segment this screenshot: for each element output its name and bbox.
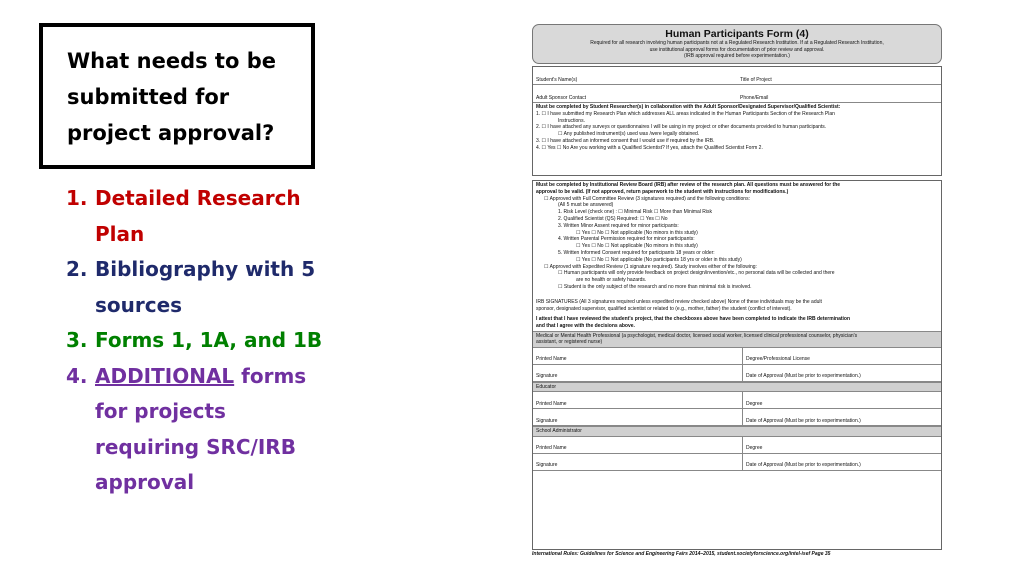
form-footer: International Rules: Guidelines for Science and Engineering Fairs 2014–2015, student.societyforscience.org/intel-isef Page 35 — [532, 551, 831, 557]
signatures-note-line: IRB SIGNATURES (All 3 signatures required unless expedited review checked above) None of these individuals may be the adult — [536, 298, 822, 305]
requirement-emphasis: ADDITIONAL — [95, 363, 235, 388]
requirement-number: 1. — [66, 186, 88, 210]
student-field-row — [533, 67, 941, 85]
student-name-field: Student's Name(s) — [536, 76, 578, 83]
irb-signatures-note — [533, 298, 941, 314]
phone-email-field: Phone/Email — [740, 94, 769, 101]
requirement-item — [66, 359, 326, 501]
irb-checklist-line: ☐ Yes ☐ No ☐ Not applicable (No participants 18 yrs or older in this study) — [576, 256, 742, 263]
signer-role-bar — [533, 331, 941, 348]
project-title-field: Title of Project — [740, 76, 772, 83]
degree-field: Degree — [746, 400, 763, 407]
student-checklist-line: ☐ Any published instrument(s) used was /were legally obtained. — [558, 131, 700, 138]
approval-date-field: Date of Approval (Must be prior to experimentation.) — [746, 462, 861, 469]
student-checklist-line: 3. ☐ I have attached an informed consent that I would use if required by the IRB. — [536, 137, 715, 144]
form-subtitle-line: Required for all research involving human participants not at a Regulated Research Institution. If at a Regulated Research Institution, — [590, 40, 884, 46]
question-heading: What needs to be submitted for project approval? — [67, 49, 276, 145]
irb-checklist-line: ☐ Approved with Expedited Review (1 signature required). Study involves either of the following: — [544, 263, 757, 270]
form-title: Human Participants Form (4) — [665, 28, 809, 40]
sponsor-field-row — [533, 85, 941, 103]
student-checklist — [533, 103, 941, 153]
requirements-list — [66, 181, 326, 501]
signer-field-row — [533, 437, 941, 454]
signature-field: Signature — [533, 454, 743, 470]
signer-field-row — [533, 454, 941, 471]
requirement-item — [66, 252, 326, 323]
human-participants-form-image — [528, 24, 946, 566]
form-subtitle-line: use institutional approval forms for documentation of prior review and approval. — [649, 46, 825, 53]
signer-role-label: Medical or Mental Health Professional (a psychologist, medical doctor, licensed social worker, licensed clinical professional counselor, physician's — [536, 332, 858, 339]
irb-checklist-line: 1. Risk Level (check one) : ☐ Minimal Risk ☐ More than Minimal Risk — [558, 209, 713, 216]
requirement-text: Forms 1, 1A, and 1B — [95, 328, 323, 352]
signer-role-label: School Administrator — [536, 428, 582, 435]
signer-role-bar — [533, 382, 941, 393]
irb-checklist-line: 2. Qualified Scientist (QS) Required: ☐ Yes ☐ No — [558, 215, 668, 222]
attest-statement — [533, 315, 941, 331]
irb-checklist-line: are no health or safety hazards. — [576, 277, 647, 284]
student-checklist-line: 4. ☐ Yes ☐ No Are you working with a Qualified Scientist? If yes, attach the Qualified Scientist Form 2. — [536, 144, 763, 151]
degree-field: Degree — [746, 445, 763, 452]
approval-date-field: Date of Approval (Must be prior to experimentation.) — [746, 373, 861, 380]
signer-blocks — [533, 331, 941, 471]
form-header — [532, 24, 942, 64]
irb-checklist — [533, 181, 941, 292]
student-checklist-line: 2. ☐ I have attached any surveys or questionnaires I will be using in my project or other documents provided to human participants. — [536, 124, 827, 131]
student-checklist-line: Instructions. — [558, 117, 585, 124]
form-subtitle-line: (IRB approval required before experimentation.) — [684, 53, 790, 59]
requirement-text: forms for projects requiring SRC/IRB approval — [95, 363, 307, 494]
irb-checklist-line: 5. Written Informed Consent required for participants 18 years or older: — [558, 249, 715, 256]
signature-field: Signature — [533, 365, 743, 381]
signature-field: Signature — [533, 409, 743, 425]
signatures-note-line: sponsor, designated supervisor, qualified scientist or related to (e.g., mother, father) the student (conflict of interest). — [536, 305, 792, 312]
requirement-number: 4. — [66, 363, 88, 388]
requirement-number: 3. — [66, 328, 88, 352]
signer-field-row — [533, 409, 941, 426]
irb-checklist-line: Must be completed by Institutional Review Board (IRB) after review of the research plan. All questions must be answered for the — [536, 182, 841, 188]
irb-checklist-line: (All 5 must be answered) — [558, 202, 614, 209]
requirement-text: Detailed Research Plan — [95, 186, 301, 246]
signer-field-row — [533, 365, 941, 382]
printed-name-field: Printed Name — [533, 392, 743, 408]
irb-checklist-line: ☐ Yes ☐ No ☐ Not applicable (No minors in this study) — [576, 243, 698, 250]
irb-checklist-line: ☐ Approved with Full Committee Review (3 signatures required) and the following conditions: — [544, 195, 750, 202]
student-section — [532, 66, 942, 176]
requirement-text: Bibliography with 5 sources — [95, 257, 316, 317]
signer-role-label: assistant, or registered nurse) — [536, 339, 603, 346]
irb-checklist-line: approval to be valid. (If not approved, return paperwork to the student with instructions for modifications.) — [536, 188, 789, 195]
irb-checklist-line: 4. Written Parental Permission required for minor participants: — [558, 236, 695, 243]
irb-checklist-line: ☐ Yes ☐ No ☐ Not applicable (No minors in this study) — [576, 229, 698, 236]
irb-checklist-line: 3. Written Minor Assent required for minor participants: — [558, 222, 679, 229]
signer-field-row — [533, 348, 941, 365]
student-checklist-line: 1. ☐ I have submitted my Research Plan which addresses ALL areas indicated in the Human Participants Section of the Research Plan — [536, 110, 835, 117]
attest-line: and that I agree with the decisions above. — [536, 323, 635, 330]
signer-role-label: Educator — [536, 383, 557, 390]
printed-name-field: Printed Name — [533, 437, 743, 453]
attest-line: I attest that I have reviewed the student's project, that the checkboxes above have been completed to indicate the IRB determination — [536, 316, 851, 323]
requirement-number: 2. — [66, 257, 88, 281]
requirement-item — [66, 323, 326, 359]
requirement-item — [66, 181, 326, 252]
sponsor-contact-field: Adult Sponsor Contact — [536, 94, 587, 101]
signer-field-row — [533, 392, 941, 409]
student-checklist-line: Must be completed by Student Researcher(s) in collaboration with the Adult Sponsor/Designated Supervisor/Qualified Scientist: — [536, 104, 841, 110]
irb-checklist-line: ☐ Student is the only subject of the research and no more than minimal risk is involved. — [558, 283, 752, 290]
irb-checklist-line: ☐ Human participants will only provide feedback on project design/invention/etc., no personal data will be collected and there — [558, 270, 835, 277]
irb-section — [532, 180, 942, 550]
approval-date-field: Date of Approval (Must be prior to experimentation.) — [746, 417, 861, 424]
signer-role-bar — [533, 426, 941, 437]
degree-field: Degree/Professional License — [746, 356, 810, 363]
printed-name-field: Printed Name — [533, 348, 743, 364]
question-box — [39, 23, 315, 169]
